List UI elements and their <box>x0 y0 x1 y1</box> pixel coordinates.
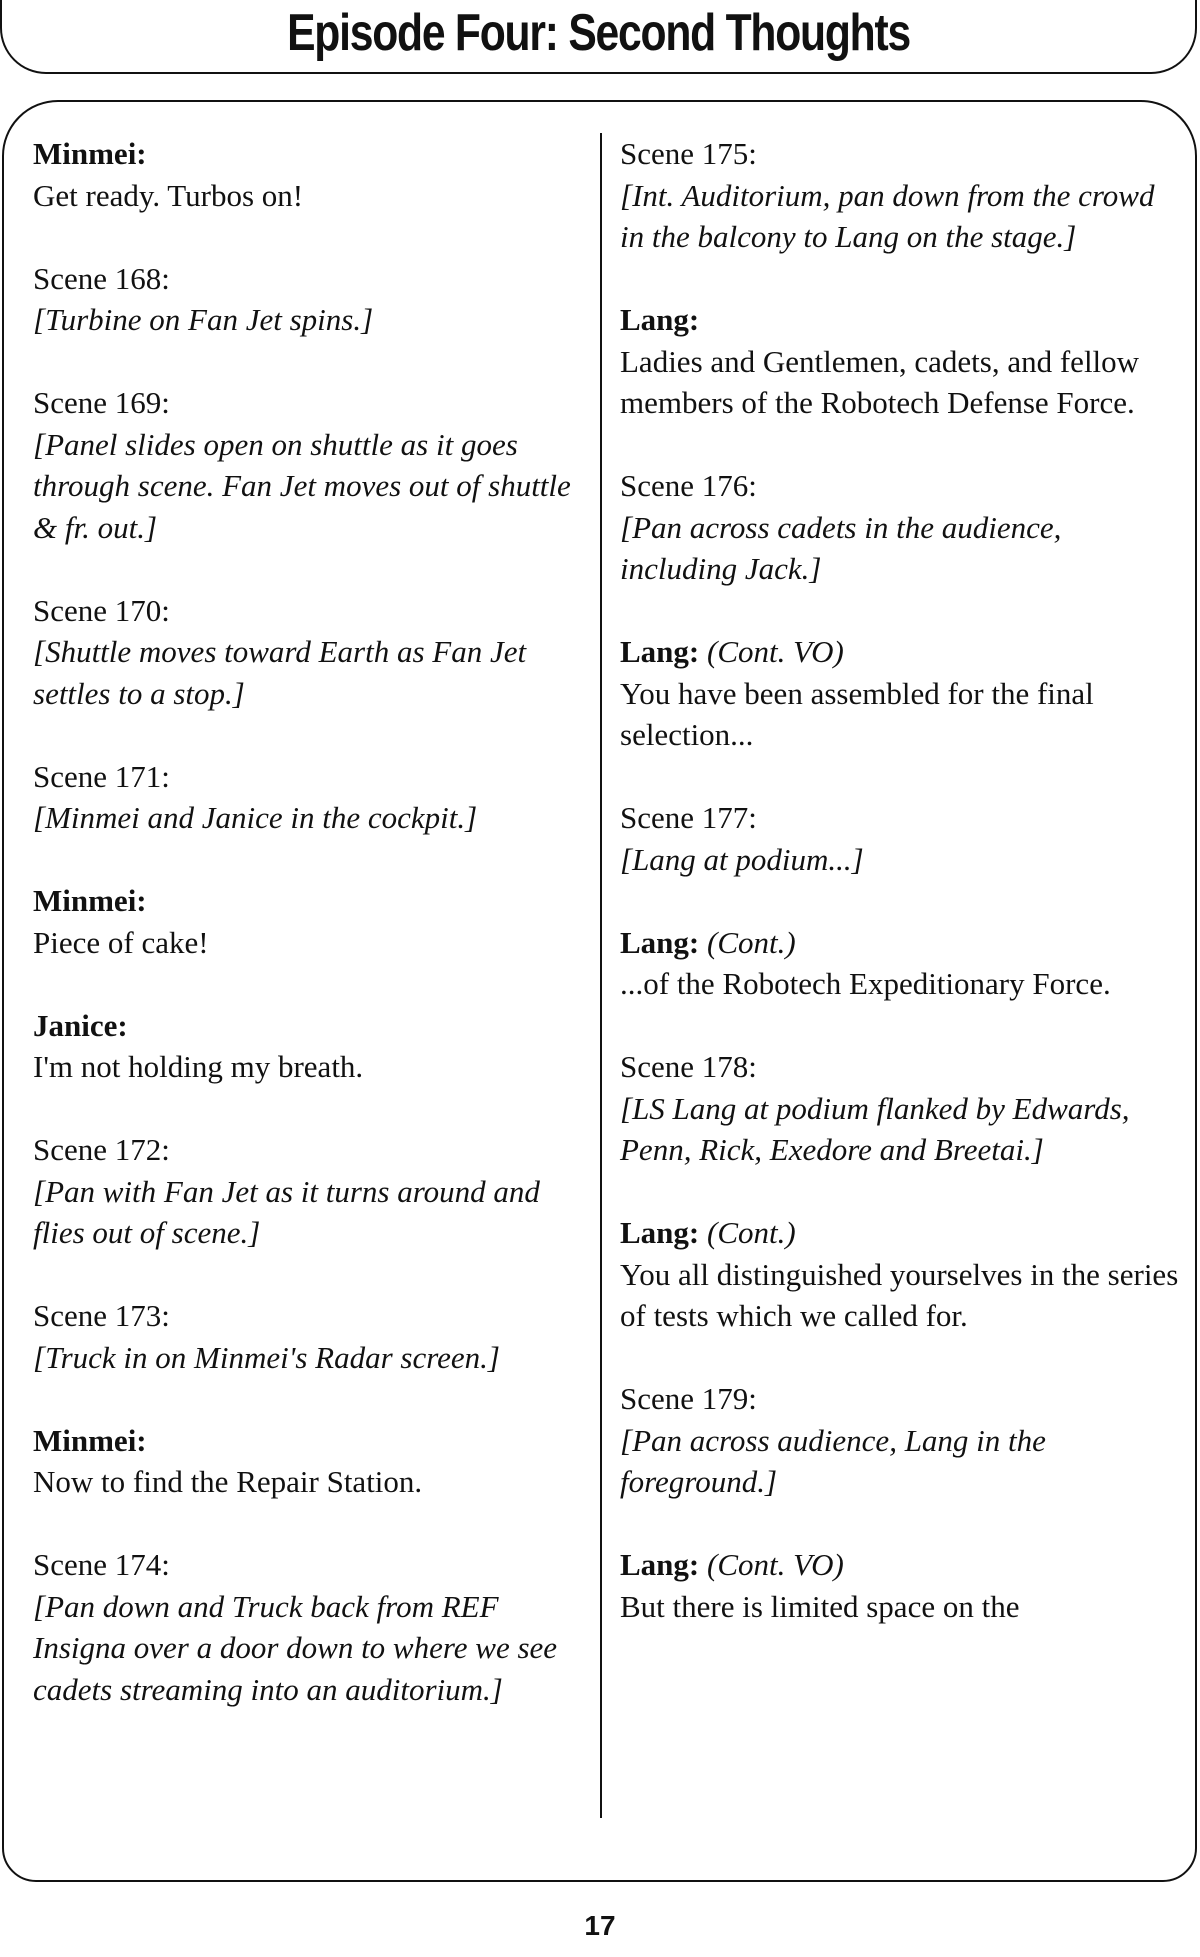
dialogue-block <box>33 1420 588 1503</box>
scene-block <box>620 465 1180 590</box>
speaker-aside: (Cont. VO) <box>699 634 844 669</box>
dialogue-block <box>620 299 1180 424</box>
speaker-line <box>33 880 588 922</box>
scene-heading: Scene 175: <box>620 136 757 171</box>
scene-heading: Scene 170: <box>33 592 170 628</box>
scene-heading: Scene 178: <box>620 1049 757 1084</box>
speaker-line <box>33 133 588 175</box>
speaker-line <box>33 1005 588 1047</box>
dialogue-block <box>33 1005 588 1088</box>
column-divider <box>600 133 602 1818</box>
scene-block <box>33 1544 588 1710</box>
stage-direction: [LS Lang at podium flanked by Edwards, Penn, Rick, Exedore and Breetai.] <box>620 1090 1130 1167</box>
scene-block <box>33 1295 588 1378</box>
stage-direction: [Pan with Fan Jet as it turns around and flies out of scene.] <box>33 1173 540 1250</box>
scene-block <box>33 590 588 715</box>
speaker-name: Minmei: <box>33 1422 147 1458</box>
scene-heading: Scene 171: <box>33 758 170 794</box>
scene-heading: Scene 174: <box>33 1547 170 1582</box>
stage-direction: [Minmei and Janice in the cockpit.] <box>33 800 478 835</box>
stage-direction: [Int. Auditorium, pan down from the crowd in the balcony to Lang on the stage.] <box>620 177 1155 254</box>
page-title: Episode Four: Second Thoughts <box>287 4 910 62</box>
scene-block <box>33 756 588 839</box>
episode-title-bar <box>0 0 1197 74</box>
speaker-line <box>620 1544 1180 1586</box>
dialogue-block <box>620 631 1180 756</box>
scene-block <box>33 382 588 548</box>
speaker-name: Janice: <box>33 1007 128 1043</box>
stage-direction: [Lang at podium...] <box>620 841 864 877</box>
left-column <box>33 133 588 1710</box>
scene-block <box>33 1129 588 1254</box>
speaker-name: Lang: <box>620 1547 700 1582</box>
stage-direction: [Pan across audience, Lang in the foreground.] <box>620 1422 1046 1499</box>
scene-block <box>620 797 1180 880</box>
speaker-line <box>620 299 1180 341</box>
speaker-name: Lang: <box>620 1215 700 1250</box>
scene-block <box>33 258 588 341</box>
dialogue-text: Ladies and Gentlemen, cadets, and fellow members of the Robotech Defense Force. <box>620 343 1140 420</box>
right-column <box>620 133 1180 1627</box>
scene-block <box>620 1046 1180 1171</box>
dialogue-text: I'm not holding my breath. <box>33 1049 364 1084</box>
scene-heading: Scene 172: <box>33 1132 170 1167</box>
stage-direction: [Pan across cadets in the audience, including Jack.] <box>620 509 1062 586</box>
scene-block <box>620 133 1180 258</box>
stage-direction: [Panel slides open on shuttle as it goes through scene. Fan Jet moves out of shuttle & fr. out.] <box>33 426 571 545</box>
dialogue-text: You all distinguished yourselves in the series of tests which we called for. <box>620 1256 1179 1333</box>
speaker-aside: (Cont.) <box>699 1215 796 1250</box>
speaker-aside: (Cont.) <box>699 924 796 960</box>
scene-heading: Scene 168: <box>33 260 170 296</box>
scene-heading: Scene 173: <box>33 1298 170 1333</box>
scene-heading: Scene 176: <box>620 468 757 503</box>
dialogue-block <box>33 133 588 216</box>
page-number: 17 <box>584 1910 616 1941</box>
scene-heading: Scene 169: <box>33 385 170 420</box>
dialogue-text: ...of the Robotech Expeditionary Force. <box>620 966 1111 1001</box>
stage-direction: [Truck in on Minmei's Radar screen.] <box>33 1339 500 1375</box>
dialogue-text: But there is limited space on the <box>620 1588 1020 1624</box>
speaker-aside: (Cont. VO) <box>699 1547 844 1582</box>
dialogue-block <box>620 1544 1180 1627</box>
scene-block <box>620 1378 1180 1503</box>
speaker-name: Minmei: <box>33 883 147 918</box>
dialogue-block <box>620 922 1180 1005</box>
dialogue-text: Piece of cake! <box>33 924 209 960</box>
speaker-name: Lang: <box>620 302 700 337</box>
dialogue-text: You have been assembled for the final selection... <box>620 675 1094 752</box>
scene-heading: Scene 177: <box>620 800 757 835</box>
speaker-name: Lang: <box>620 634 700 669</box>
stage-direction: [Pan down and Truck back from REF Insigna over a door down to where we see cadets streaming into an auditorium.] <box>33 1588 558 1707</box>
stage-direction: [Turbine on Fan Jet spins.] <box>33 302 374 337</box>
dialogue-block <box>620 1212 1180 1337</box>
speaker-line <box>620 1212 1180 1254</box>
dialogue-text: Get ready. Turbos on! <box>33 177 304 213</box>
speaker-line <box>620 631 1180 673</box>
dialogue-text: Now to find the Repair Station. <box>33 1464 423 1499</box>
speaker-line <box>33 1420 588 1462</box>
speaker-name: Lang: <box>620 924 700 960</box>
speaker-name: Minmei: <box>33 136 147 171</box>
dialogue-block <box>33 880 588 963</box>
speaker-line <box>620 922 1180 964</box>
scene-heading: Scene 179: <box>620 1381 757 1416</box>
stage-direction: [Shuttle moves toward Earth as Fan Jet settles to a stop.] <box>33 634 527 711</box>
